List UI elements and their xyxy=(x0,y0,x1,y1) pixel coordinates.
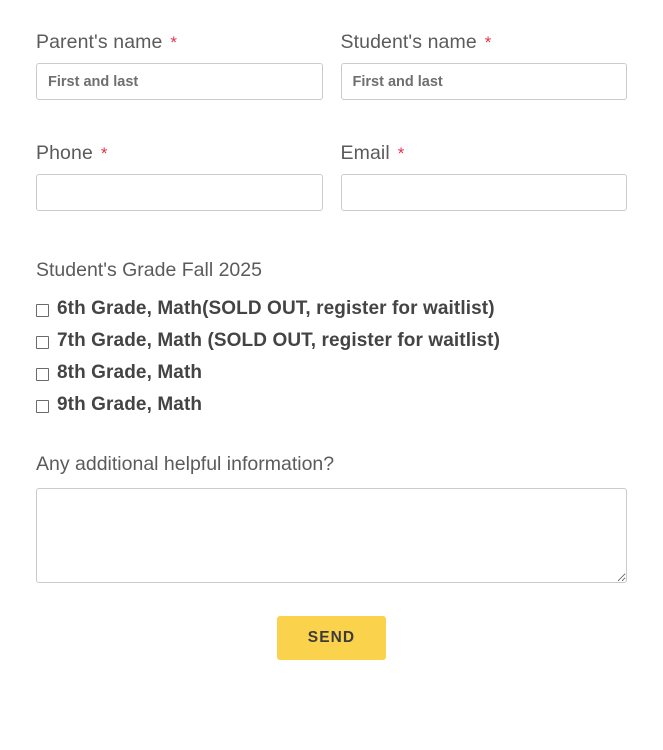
submit-row xyxy=(0,616,663,660)
grade-section xyxy=(0,259,663,416)
student-name-field-group xyxy=(341,31,628,100)
required-asterisk: * xyxy=(397,144,405,163)
additional-info-label: Any additional helpful information? xyxy=(36,452,335,475)
grade-option-8th[interactable] xyxy=(36,363,627,384)
parent-name-input[interactable] xyxy=(36,63,323,100)
grade-options-list xyxy=(0,299,663,416)
student-name-label xyxy=(341,31,628,54)
student-name-input[interactable] xyxy=(341,63,628,100)
contact-row xyxy=(0,142,663,211)
grade-option-label: 6th Grade, Math(SOLD OUT, register for waitlist) xyxy=(57,298,495,319)
grade-option-label: 9th Grade, Math xyxy=(57,393,203,415)
email-label xyxy=(341,142,628,165)
phone-input[interactable] xyxy=(36,174,323,211)
student-name-label-text: Student's name xyxy=(340,31,477,53)
registration-form xyxy=(0,31,663,750)
grade-option-7th[interactable] xyxy=(36,331,627,352)
required-asterisk: * xyxy=(170,33,178,52)
checkbox-icon[interactable] xyxy=(36,368,49,381)
additional-info-section xyxy=(0,453,663,583)
email-field-group xyxy=(341,142,628,211)
email-input[interactable] xyxy=(341,174,628,211)
grade-option-9th[interactable] xyxy=(36,395,627,416)
additional-info-textarea[interactable] xyxy=(36,488,627,583)
parent-name-label-text: Parent's name xyxy=(36,31,163,53)
names-row xyxy=(0,31,663,100)
phone-field-group xyxy=(36,142,323,211)
send-button[interactable]: SEND xyxy=(277,616,386,660)
required-asterisk: * xyxy=(100,144,108,163)
checkbox-icon[interactable] xyxy=(36,304,49,317)
email-label-text: Email xyxy=(340,142,390,164)
grade-section-label: Student's Grade Fall 2025 xyxy=(36,259,262,281)
checkbox-icon[interactable] xyxy=(36,336,49,349)
parent-name-field-group xyxy=(36,31,323,100)
grade-option-6th[interactable] xyxy=(36,299,627,320)
grade-option-label: 8th Grade, Math xyxy=(57,361,203,383)
phone-label-text: Phone xyxy=(36,142,93,164)
required-asterisk: * xyxy=(484,33,492,52)
grade-option-label: 7th Grade, Math (SOLD OUT, register for waitlist) xyxy=(57,329,501,351)
phone-label xyxy=(36,142,323,165)
checkbox-icon[interactable] xyxy=(36,400,49,413)
parent-name-label xyxy=(36,31,323,54)
